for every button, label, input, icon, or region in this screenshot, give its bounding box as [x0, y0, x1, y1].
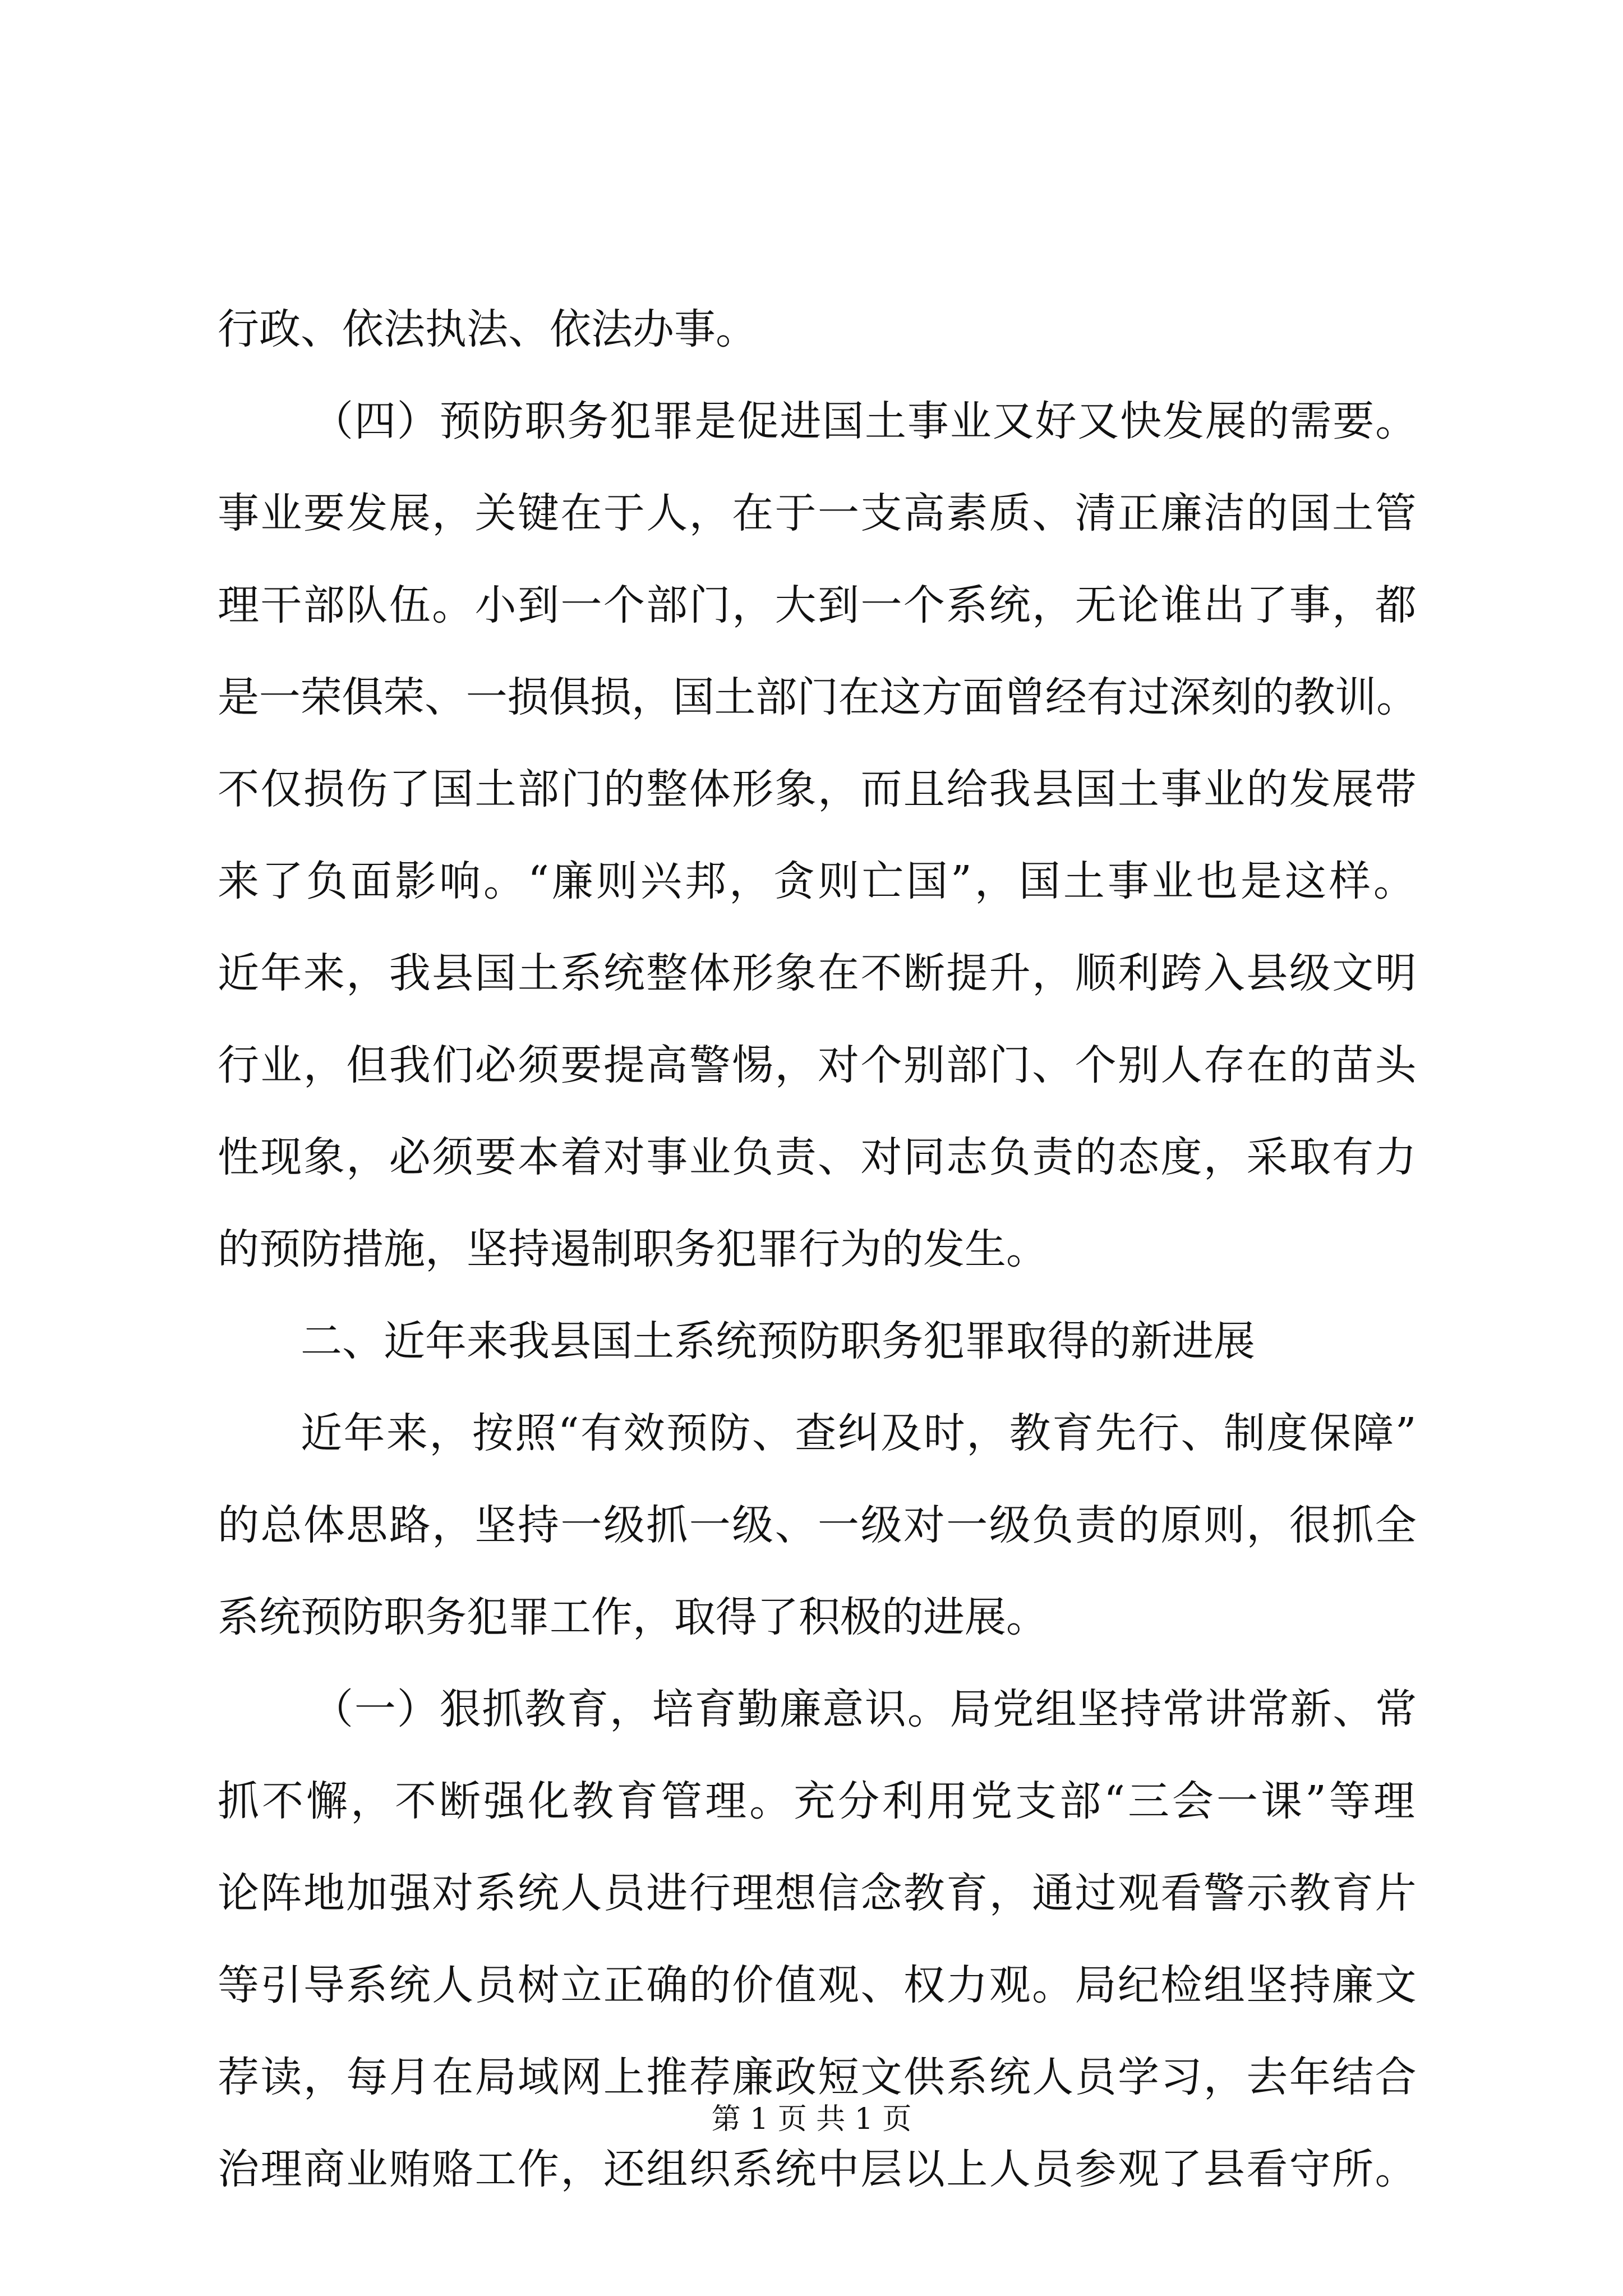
paragraph-line: 理干部队伍。小到一个部门，大到一个系统，无论谁出了事，都: [218, 581, 1418, 629]
paragraph-line: 的预防措施，坚持遏制职务犯罪行为的发生。: [218, 1225, 1048, 1273]
paragraph-line: 论阵地加强对系统人员进行理想信念教育，通过观看警示教育片: [218, 1869, 1418, 1917]
section-heading: 二、近年来我县国土系统预防职务犯罪取得的新进展: [301, 1317, 1255, 1365]
paragraph-line: 抓不懈，不断强化教育管理。充分利用党支部“三会一课”等理: [218, 1777, 1418, 1825]
paragraph-line: 来了负面影响。“廉则兴邦，贪则亡国”，国土事业也是这样。: [218, 857, 1418, 905]
paragraph-line: 不仅损伤了国土部门的整体形象，而且给我县国土事业的发展带: [218, 765, 1418, 813]
paragraph-line: （一）狠抓教育，培育勤廉意识。局党组坚持常讲常新、常: [312, 1685, 1418, 1733]
paragraph-line: （四）预防职务犯罪是促进国土事业又好又快发展的需要。: [312, 397, 1418, 445]
paragraph-line: 行业，但我们必须要提高警惕，对个别部门、个别人存在的苗头: [218, 1041, 1418, 1089]
page-number-footer: 第 1 页 共 1 页: [711, 2102, 912, 2136]
paragraph-line: 性现象，必须要本着对事业负责、对同志负责的态度，采取有力: [218, 1133, 1418, 1181]
document-body: [218, 283, 1418, 2215]
paragraph-line: 等引导系统人员树立正确的价值观、权力观。局纪检组坚持廉文: [218, 1961, 1418, 2009]
paragraph-line: 系统预防职务犯罪工作，取得了积极的进展。: [218, 1593, 1048, 1641]
paragraph-line: 行政、依法执法、依法办事。: [218, 305, 757, 353]
paragraph-line: 事业要发展，关键在于人，在于一支高素质、清正廉洁的国土管: [218, 489, 1418, 537]
paragraph-line: 荐读，每月在局域网上推荐廉政短文供系统人员学习，去年结合: [218, 2053, 1418, 2101]
paragraph-line: 的总体思路，坚持一级抓一级、一级对一级负责的原则，很抓全: [218, 1501, 1418, 1549]
paragraph-line: 治理商业贿赂工作，还组织系统中层以上人员参观了县看守所。: [218, 2145, 1418, 2193]
paragraph-line: 近年来，我县国土系统整体形象在不断提升，顺利跨入县级文明: [218, 949, 1418, 997]
paragraph-line: 近年来，按照“有效预防、查纠及时，教育先行、制度保障”: [301, 1409, 1418, 1457]
paragraph-line: 是一荣俱荣、一损俱损，国土部门在这方面曾经有过深刻的教训。: [218, 673, 1418, 721]
